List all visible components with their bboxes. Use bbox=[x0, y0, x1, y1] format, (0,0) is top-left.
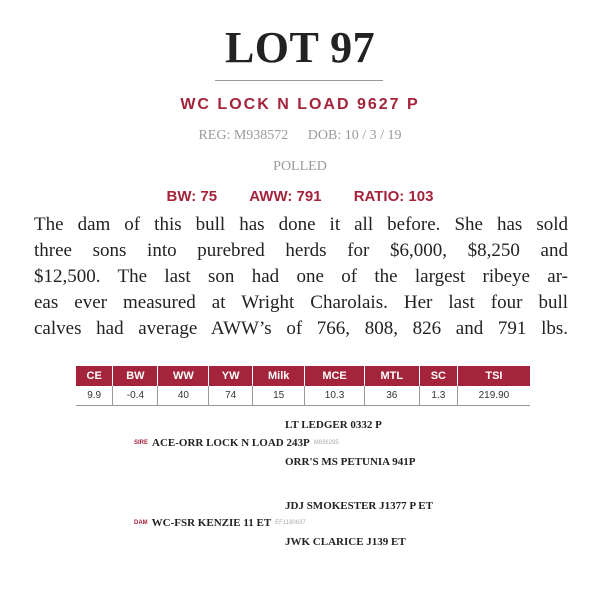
epd-header: SC bbox=[419, 366, 457, 386]
pedigree-sire-sire: LT LEDGER 0332 P bbox=[285, 419, 382, 431]
lot-description bbox=[34, 212, 568, 342]
epd-value: 219.90 bbox=[457, 386, 530, 406]
epd-value-row bbox=[76, 386, 530, 406]
epd-header: Milk bbox=[253, 366, 305, 386]
lot-title: LOT 97 bbox=[224, 23, 376, 72]
epd-header: MCE bbox=[305, 366, 364, 386]
sire-label: SIRE bbox=[134, 440, 149, 447]
adjusted-weaning-weight: AWW: 791 bbox=[249, 188, 322, 205]
epd-value: 1.3 bbox=[419, 386, 457, 406]
pedigree-sire bbox=[134, 437, 339, 449]
epd-table bbox=[76, 366, 530, 406]
epd-value: 74 bbox=[209, 386, 253, 406]
epd-value: -0.4 bbox=[113, 386, 158, 406]
pedigree-dam bbox=[134, 517, 306, 529]
dam-label: DAM bbox=[134, 520, 148, 527]
epd-value: 10.3 bbox=[305, 386, 364, 406]
description-line: The dam of this bull has done it all before. She has sold bbox=[34, 214, 568, 235]
epd-header: WW bbox=[158, 366, 209, 386]
epd-header: BW bbox=[113, 366, 158, 386]
epd-header: CE bbox=[76, 366, 113, 386]
epd-header-row bbox=[76, 366, 530, 386]
registration-number: REG: M938572 bbox=[198, 128, 289, 143]
description-line: three sons into purebred herds for $6,000, $8,250 and bbox=[34, 240, 568, 261]
dam-name: WC-FSR KENZIE 11 ET bbox=[151, 517, 272, 529]
dam-registration: EF1180637 bbox=[275, 520, 306, 527]
epd-header: TSI bbox=[457, 366, 530, 386]
description-line: calves had average AWW’s of 766, 808, 826 and 791 lbs. bbox=[34, 318, 568, 339]
description-line: eas ever measured at Wright Charolais. Her last four bull bbox=[34, 292, 568, 313]
epd-header: MTL bbox=[364, 366, 419, 386]
epd-value: 15 bbox=[253, 386, 305, 406]
weaning-ratio: RATIO: 103 bbox=[353, 188, 434, 205]
epd-header: YW bbox=[209, 366, 253, 386]
description-line: $12,500. The last son had one of the largest ribeye ar- bbox=[34, 266, 568, 287]
animal-name: WC LOCK N LOAD 9627 P bbox=[180, 96, 420, 113]
title-divider bbox=[215, 80, 383, 81]
epd-value: 36 bbox=[364, 386, 419, 406]
pedigree-dam-sire: JDJ SMOKESTER J1377 P ET bbox=[285, 500, 433, 512]
polled-status: POLLED bbox=[273, 159, 327, 174]
epd-value: 40 bbox=[158, 386, 209, 406]
sire-registration: M836295 bbox=[313, 440, 339, 447]
date-of-birth: DOB: 10 / 3 / 19 bbox=[307, 128, 402, 143]
epd-value: 9.9 bbox=[76, 386, 113, 406]
pedigree-sire-dam: ORR'S MS PETUNIA 941P bbox=[285, 456, 416, 468]
pedigree-dam-dam: JWK CLARICE J139 ET bbox=[285, 536, 406, 548]
birth-weight: BW: 75 bbox=[166, 188, 218, 205]
registration-line bbox=[0, 128, 600, 144]
sire-name: ACE-ORR LOCK N LOAD 243P bbox=[152, 437, 310, 449]
performance-stats bbox=[0, 188, 600, 205]
